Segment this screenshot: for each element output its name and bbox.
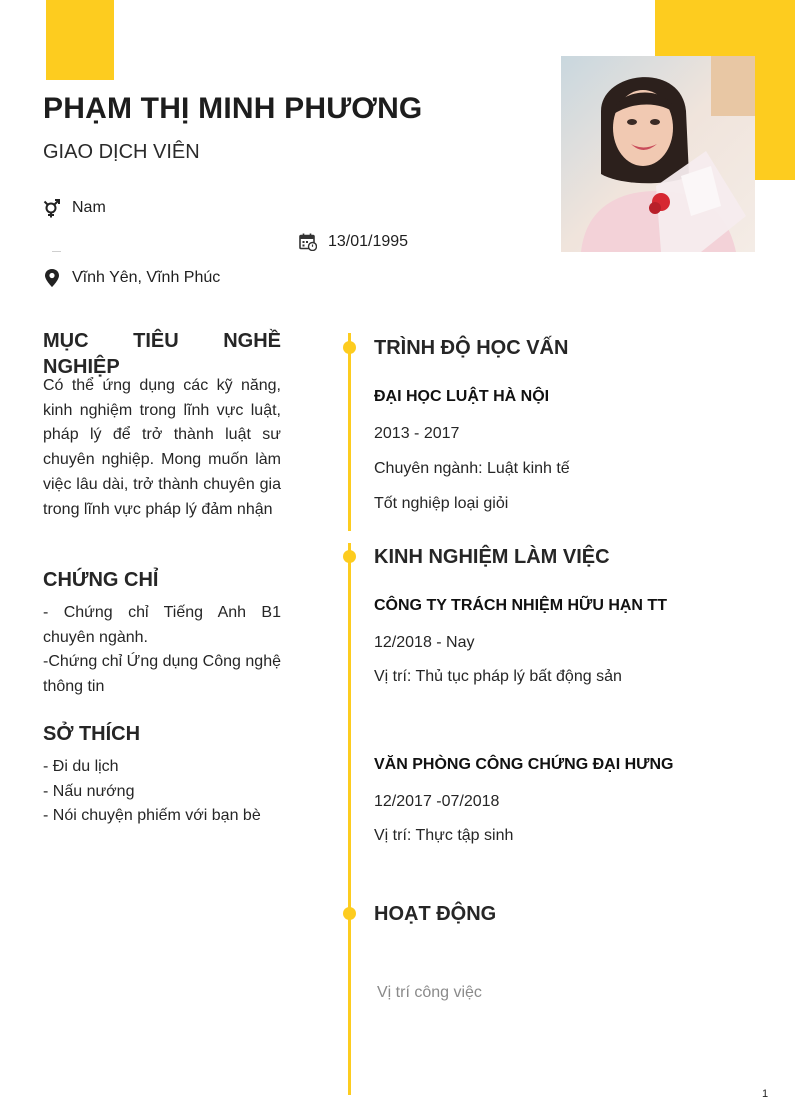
education-grade: Tốt nghiệp loại giỏi xyxy=(374,495,509,512)
dob-value: 13/01/1995 xyxy=(328,233,409,250)
hobby-item: - Nấu nướng xyxy=(43,782,135,800)
objective-heading: MỤC TIÊU NGHỀ xyxy=(43,330,281,352)
objective-heading-continued: NGHIỆP xyxy=(43,356,120,378)
location-pin-icon xyxy=(43,268,61,288)
profile-photo xyxy=(561,56,755,252)
certificates-list xyxy=(43,601,281,700)
gender-value: Nam xyxy=(72,199,106,216)
hobbies-list xyxy=(43,755,281,829)
education-heading: TRÌNH ĐỘ HỌC VẤN xyxy=(374,337,569,359)
experience-heading: KINH NGHIỆM LÀM VIỆC xyxy=(374,546,610,568)
job-period: 12/2017 -07/2018 xyxy=(374,793,500,810)
info-dob xyxy=(299,233,408,251)
timeline-gap xyxy=(346,531,353,543)
certificate-item: - Chứng chỉ Tiếng Anh B1 chuyên ngành. xyxy=(43,604,281,646)
education-school: ĐẠI HỌC LUẬT HÀ NỘI xyxy=(374,388,550,405)
activities-placeholder[interactable]: Vị trí công việc xyxy=(377,984,482,1001)
address-value: Vĩnh Yên, Vĩnh Phúc xyxy=(72,269,221,286)
job-period: 12/2018 - Nay xyxy=(374,634,475,651)
info-address xyxy=(43,268,220,288)
divider-mark xyxy=(52,251,61,252)
hobby-item: - Nói chuyện phiếm với bạn bè xyxy=(43,807,261,825)
timeline-dot-experience xyxy=(343,550,356,563)
certificate-item: -Chứng chỉ Ứng dụng Công nghệ thông tin xyxy=(43,653,281,696)
job-company: CÔNG TY TRÁCH NHIỆM HỮU HẠN TT xyxy=(374,597,667,614)
decor-block-left xyxy=(46,0,114,80)
profile-photo-image xyxy=(561,56,755,252)
objective-text: Có thể ứng dụng các kỹ năng, kinh nghiệm trong lĩnh vực luật, pháp lý để trở thành luật sư chuyên nghiệp. Mong muốn làm việc lâu dài, trở thành chuyên gia trong lĩnh vực pháp lý đảm nhận xyxy=(43,377,281,518)
timeline-dot-education xyxy=(343,341,356,354)
activities-heading: HOẠT ĐỘNG xyxy=(374,903,497,925)
education-years: 2013 - 2017 xyxy=(374,425,460,442)
certificates-heading: CHỨNG CHỈ xyxy=(43,569,159,591)
timeline-dot-activities xyxy=(343,907,356,920)
calendar-icon xyxy=(299,233,317,251)
gender-icon xyxy=(43,198,61,218)
candidate-name: PHẠM THỊ MINH PHƯƠNG xyxy=(43,92,423,125)
timeline-line xyxy=(348,333,351,1095)
hobby-item: - Đi du lịch xyxy=(43,758,119,775)
candidate-title: GIAO DỊCH VIÊN xyxy=(43,141,200,163)
job-role: Vị trí: Thực tập sinh xyxy=(374,827,514,844)
job-company: VĂN PHÒNG CÔNG CHỨNG ĐẠI HƯNG xyxy=(374,756,674,773)
info-gender xyxy=(43,198,106,218)
job-role: Vị trí: Thủ tục pháp lý bất động sản xyxy=(374,668,622,685)
hobbies-heading: SỞ THÍCH xyxy=(43,723,141,745)
page-number: 1 xyxy=(762,1088,769,1100)
education-major: Chuyên ngành: Luật kinh tế xyxy=(374,460,570,477)
